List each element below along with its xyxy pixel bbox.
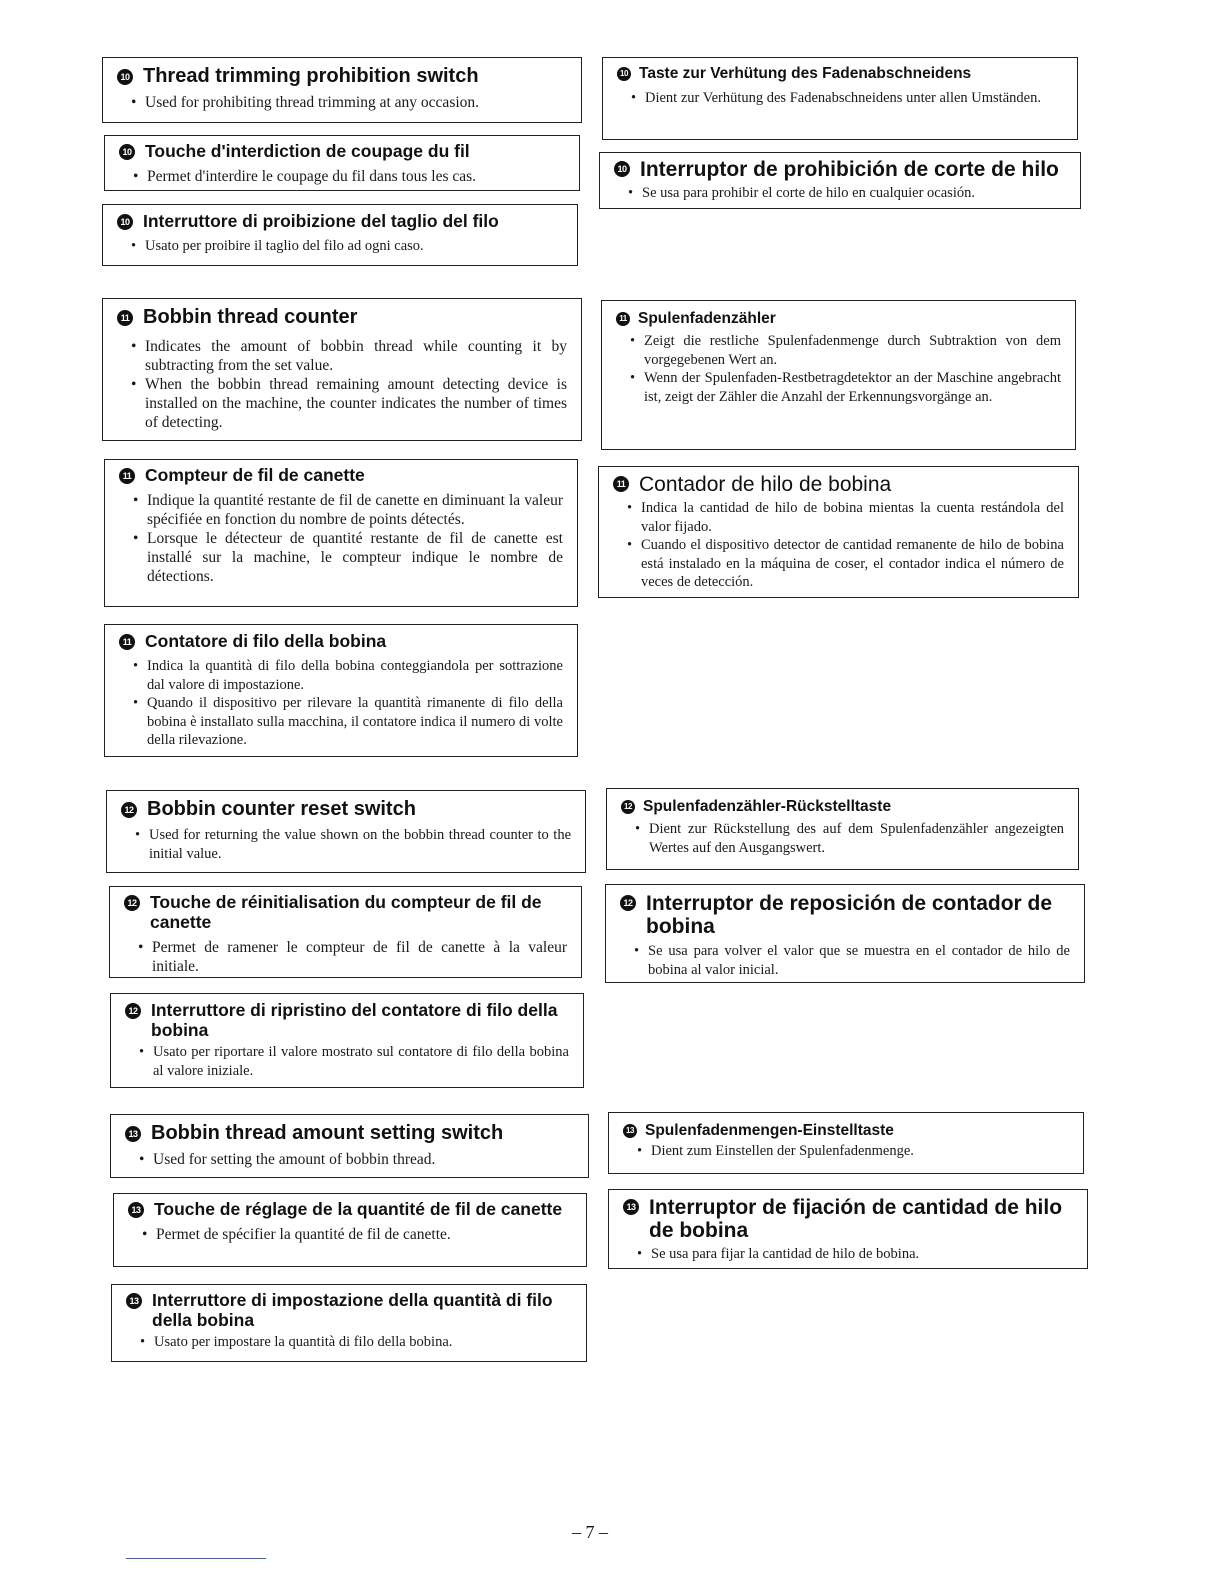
section-title: Spulenfadenzähler [638, 310, 776, 327]
number-11-icon: 11 [119, 634, 135, 650]
bullet-text: • Permet de spécifier la quantité de fil de canette. [156, 1225, 572, 1244]
section-10-es [599, 152, 1081, 209]
section-13-de [608, 1112, 1084, 1174]
section-title: Bobbin thread amount setting switch [151, 1122, 504, 1144]
bullet-text: • Dient zur Verhütung des Fadenabschneidens unter allen Umständen. [645, 89, 1063, 108]
bullet-text: • Permet de ramener le compteur de fil de canette à la valeur initiale. [152, 938, 567, 976]
section-title: Spulenfadenzähler-Rückstelltaste [643, 798, 892, 815]
section-11-de [601, 300, 1076, 450]
section-11-es [598, 466, 1079, 598]
section-12-es [605, 884, 1085, 983]
section-title: Touche de réinitialisation du compteur de fil de canette [150, 892, 542, 932]
number-13-icon: 13 [623, 1199, 639, 1215]
section-title: Interruttore di proibizione del taglio del filo [143, 211, 499, 231]
bullet-text: • Zeigt die restliche Spulenfadenmenge durch Subtraktion von dem vorgegebenen Wert an. [644, 332, 1061, 369]
section-title: Interruptor de fijación de cantidad de hilo de bobina [649, 1196, 1063, 1242]
number-12-icon: 12 [121, 802, 137, 818]
section-title: Touche d'interdiction de coupage du fil [145, 141, 470, 161]
bullet-text: • Used for returning the value shown on the bobbin thread counter to the initial value. [149, 826, 571, 863]
section-13-fr [113, 1193, 587, 1267]
section-title: Contador de hilo de bobina [639, 473, 892, 496]
section-title: Taste zur Verhütung des Fadenabschneidens [639, 65, 972, 82]
bullet-text: • Used for setting the amount of bobbin thread. [153, 1150, 574, 1169]
section-title: Contatore di filo della bobina [145, 631, 387, 651]
bullet-text: • Dient zum Einstellen der Spulenfadenmenge. [651, 1142, 1069, 1161]
number-10-icon: 10 [119, 144, 135, 160]
section-13-it [111, 1284, 587, 1362]
bullet-text: • Usato per impostare la quantità di filo della bobina. [154, 1333, 572, 1352]
section-12-en [106, 790, 586, 873]
section-title: Interruptor de prohibición de corte de hilo [640, 158, 1059, 181]
section-10-de [602, 57, 1078, 140]
number-12-icon: 12 [125, 1003, 141, 1019]
section-12-de [606, 788, 1079, 870]
number-13-icon: 13 [126, 1293, 142, 1309]
bullet-text: • Se usa para fijar la cantidad de hilo de bobina. [651, 1245, 1073, 1264]
number-12-icon: 12 [124, 895, 140, 911]
section-title: Bobbin thread counter [143, 306, 358, 328]
section-title: Touche de réglage de la quantité de fil de canette [154, 1199, 563, 1219]
bullet-text: • Usato per proibire il taglio del filo ad ogni caso. [145, 237, 563, 256]
section-11-fr [104, 459, 578, 607]
bullet-text: • Indique la quantité restante de fil de canette en diminuant la valeur spécifiée en fonction du nombre de points détectés. [147, 491, 563, 529]
number-11-icon: 11 [119, 468, 135, 484]
bullet-text: • Indicates the amount of bobbin thread while counting it by subtracting from the set value. [145, 337, 567, 375]
bullet-text: • Lorsque le détecteur de quantité restante de fil de canette est installé sur la machine, le compteur indique le nombre de détections. [147, 529, 563, 586]
section-11-it [104, 624, 578, 757]
section-title: Interruttore di impostazione della quantità di filo della bobina [152, 1290, 553, 1330]
section-12-fr [109, 886, 582, 978]
number-13-icon: 13 [128, 1202, 144, 1218]
page-number: – 7 – [572, 1522, 608, 1542]
number-12-icon: 12 [620, 895, 636, 911]
bullet-text: • Se usa para volver el valor que se muestra en el contador de hilo de bobina al valor inicial. [648, 942, 1070, 979]
bullet-text: • Usato per riportare il valore mostrato sul contatore di filo della bobina al valore iniziale. [153, 1043, 569, 1080]
bullet-text: • Indica la quantità di filo della bobina conteggiandola per sottrazione dal valore di impostazione. [147, 657, 563, 694]
number-11-icon: 11 [117, 310, 133, 326]
bullet-text: • Permet d'interdire le coupage du fil dans tous les cas. [147, 167, 565, 186]
section-12-it [110, 993, 584, 1088]
number-13-icon: 13 [125, 1126, 141, 1142]
number-10-icon: 10 [617, 67, 631, 81]
bullet-text: • Se usa para prohibir el corte de hilo en cualquier ocasión. [642, 184, 1066, 203]
bullet-text: • Indica la cantidad de hilo de bobina mientas la cuenta restándola del valor fijado. [641, 499, 1064, 536]
section-title: Interruttore di ripristino del contatore di filo della bobina [151, 1000, 558, 1040]
bullet-text: • Cuando el dispositivo detector de cantidad remanente de hilo de bobina está instalado en la máquina de coser, el contador indica el número de veces de detección. [641, 536, 1064, 592]
number-10-icon: 10 [614, 161, 630, 177]
section-10-en [102, 57, 582, 123]
section-title: Spulenfadenmengen-Einstelltaste [645, 1122, 894, 1139]
section-11-en [102, 298, 582, 441]
number-11-icon: 11 [613, 476, 629, 492]
bullet-text: • Used for prohibiting thread trimming at any occasion. [145, 93, 567, 112]
number-12-icon: 12 [621, 800, 635, 814]
section-title: Compteur de fil de canette [145, 465, 365, 485]
bullet-text: • Wenn der Spulenfaden-Restbetragdetektor an der Maschine angebracht ist, zeigt der Zähler die Anzahl der Erkennungsvorgänge an. [644, 369, 1061, 406]
section-13-es [608, 1189, 1088, 1269]
footer-rule [126, 1558, 266, 1559]
number-11-icon: 11 [616, 312, 630, 326]
section-10-fr [104, 135, 580, 191]
number-13-icon: 13 [623, 1124, 637, 1138]
section-title: Thread trimming prohibition switch [143, 65, 479, 87]
section-10-it [102, 204, 578, 266]
bullet-text: • When the bobbin thread remaining amount detecting device is installed on the machine, the counter indicates the number of times of detecting. [145, 375, 567, 432]
bullet-text: • Quando il dispositivo per rilevare la quantità rimanente di filo della bobina è installato sulla macchina, il contatore indica il numero di volte della rilevazione. [147, 694, 563, 750]
section-13-en [110, 1114, 589, 1178]
number-10-icon: 10 [117, 214, 133, 230]
number-10-icon: 10 [117, 69, 133, 85]
section-title: Interruptor de reposición de contador de bobina [646, 892, 1053, 938]
section-title: Bobbin counter reset switch [147, 798, 416, 820]
bullet-text: • Dient zur Rückstellung des auf dem Spulenfadenzähler angezeigten Wertes auf den Ausgangswert. [649, 820, 1064, 857]
